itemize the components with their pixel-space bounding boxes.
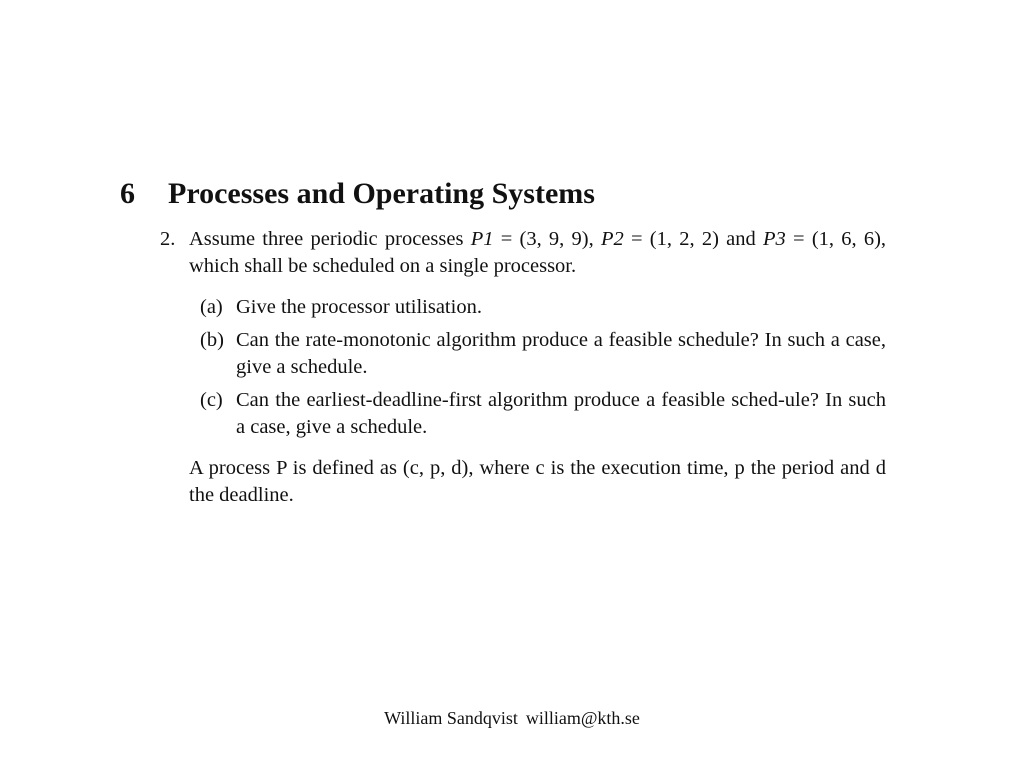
p2-symbol: P2 — [600, 228, 624, 250]
problem-number: 2. — [160, 228, 176, 250]
section-title: Processes and Operating Systems — [168, 177, 595, 210]
subitem-a — [200, 294, 886, 321]
p2-eq: = (1, 2, 2) — [631, 228, 719, 250]
subitem-text: Give the processor utilisation. — [236, 296, 482, 318]
subitem-list — [200, 294, 886, 441]
p1-symbol: P1 — [470, 228, 494, 250]
subitem-c — [200, 387, 886, 441]
problem-row — [160, 226, 886, 509]
intro-line2: (1, 6, 6), which shall be scheduled on a single processor. — [189, 228, 887, 277]
subitem-label: (c) — [200, 389, 223, 411]
p3-symbol: P3 — [763, 228, 786, 250]
subitem-label: (a) — [200, 296, 223, 318]
problem — [160, 226, 886, 509]
footer-email: william@kth.se — [525, 708, 640, 728]
problem-intro — [189, 226, 886, 280]
problem-body — [189, 226, 886, 509]
footer-author: William Sandqvist — [384, 708, 518, 728]
intro-text: Assume three periodic processes — [189, 228, 464, 250]
section-number: 6 — [120, 177, 135, 210]
p1-eq: = (3, 9, 9), — [500, 228, 594, 250]
p3-eq: = — [793, 228, 805, 250]
subitem-text: Can the earliest-deadline-first algorithm produce a feasible sched-ule? In such a case, give a schedule. — [236, 389, 886, 438]
and-text: and — [726, 228, 756, 250]
section-heading — [120, 174, 900, 214]
process-definition: A process P is defined as (c, p, d), where c is the execution time, p the period and d the deadline. — [189, 457, 886, 506]
subitem-b — [200, 327, 886, 381]
footer — [0, 706, 1024, 730]
subitem-text: Can the rate-monotonic algorithm produce a feasible schedule? In such a case, give a schedule. — [236, 329, 886, 378]
subitem-label: (b) — [200, 329, 224, 351]
